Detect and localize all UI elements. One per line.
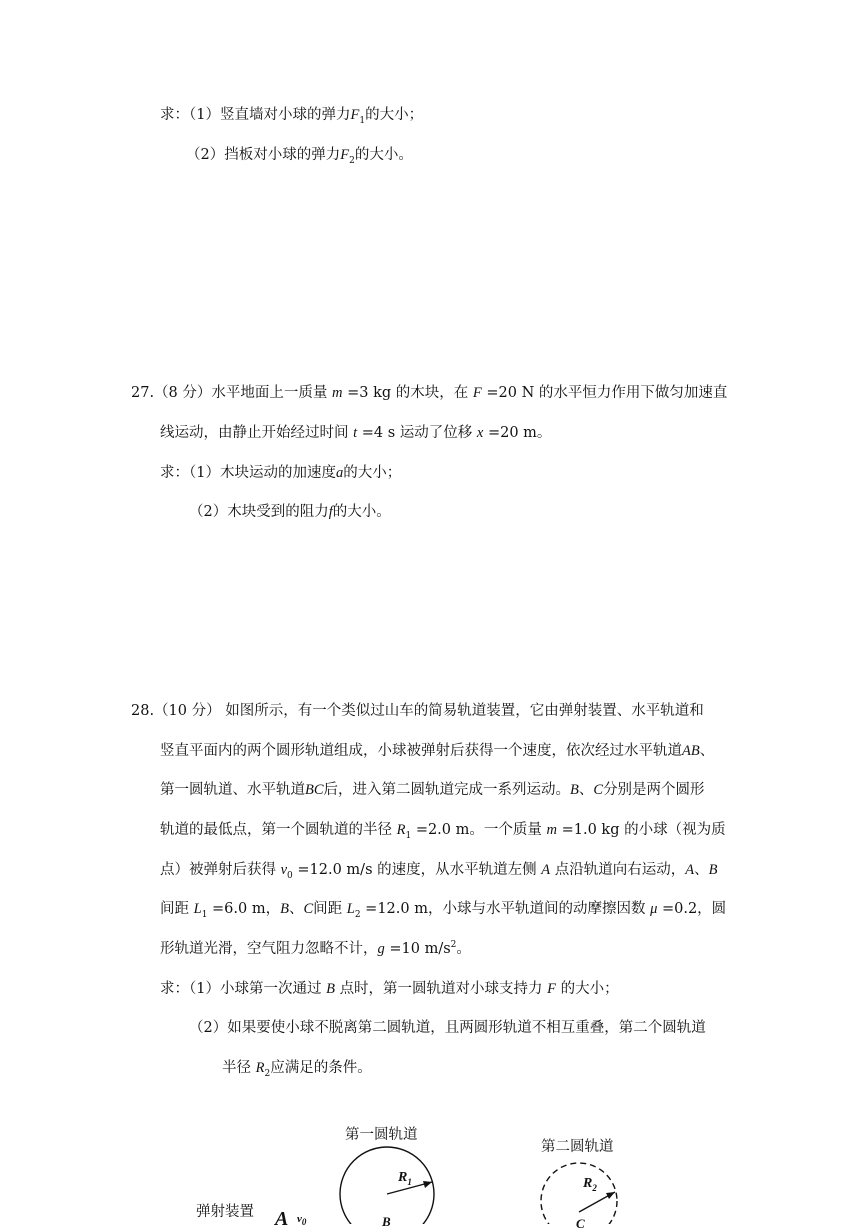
r2-arrowhead [606,1192,615,1199]
symbol-R1: R [396,822,406,838]
symbol-B: B [280,901,289,917]
text: 、 [578,782,594,798]
symbol-f1: F [350,107,360,123]
symbol-AB: AB [682,743,700,759]
subscript: 0 [287,870,293,881]
subscript: 1 [407,1176,412,1187]
text: =20 m。 [487,425,552,441]
launcher-label: 弹射装置 [196,1204,254,1220]
symbol-mu: μ [650,901,658,917]
second-loop-circle [541,1163,617,1224]
symbol-L1: L [193,901,202,917]
symbol-m: m [332,385,343,401]
text: 间距 [313,901,343,917]
symbol-C: C [593,782,604,798]
text: （2）挡板对小球的弹力 [186,147,341,163]
symbol-B: B [708,862,718,878]
text: （2）木块受到的阻力 [189,504,329,520]
r2-label [583,1176,597,1192]
subscript: 1 [201,909,208,920]
text: 求：（1）小球第一次通过 [160,981,322,997]
text: =4 s 运动了位移 [361,425,473,441]
text: （2）如果要使小球不脱离第二圆轨道，且两圆形轨道不相互重叠，第二个圆轨道 [189,1020,706,1036]
symbol-BC: BC [305,782,324,798]
point-c-label: C [576,1216,585,1231]
text: =12.0 m/s 的速度，从水平轨道左侧 [297,862,537,878]
symbol-x: x [476,425,484,441]
text: 、 [288,901,304,917]
superscript: 2 [450,940,457,951]
text: 分别是两个圆形 [603,782,705,798]
text: =10 m/s [389,941,451,957]
text: 。 [456,941,471,957]
text: 线运动，由静止开始经过时间 [160,425,349,441]
symbol-R2: R [255,1060,265,1076]
text: 28.（10 分） 如图所示，有一个类似过山车的简易轨道装置，它由弹射装置、水平轨道和 [131,703,704,719]
symbol: R [398,1170,408,1185]
text: 的大小； [343,465,402,481]
text: 半径 [222,1060,251,1076]
symbol-F: F [547,981,557,997]
subscript: 1 [405,830,412,841]
symbol-A: A [541,862,551,878]
symbol-L2: L [346,901,355,917]
symbol-B: B [326,981,335,997]
text: 求：（1）竖直墙对小球的弹力 [160,107,351,123]
text: 竖直平面内的两个圆形轨道组成，小球被弹射后获得一个速度，依次经过水平轨道 [160,743,682,759]
subscript: 1 [359,115,366,126]
symbol-t: t [353,425,358,441]
text: 求：（1）木块运动的加速度 [160,465,336,481]
second-loop-label: 第二圆轨道 [541,1139,614,1155]
text: 形轨道光滑，空气阻力忽略不计， [160,941,378,957]
text: 的大小。 [354,147,413,163]
v0-label [297,1213,307,1228]
text: 、 [699,743,715,759]
text: 后，进入第二圆轨道完成一系列运动。 [323,782,571,798]
text: 27.（8 分）水平地面上一质量 [131,385,328,401]
text: 轨道的最低点，第一个圆轨道的半径 [160,822,392,838]
point-b-label: B [382,1214,391,1229]
text: =2.0 m。一个质量 [415,822,542,838]
symbol-v0: v [280,862,288,878]
symbol-C: C [303,901,314,917]
subscript: 2 [349,155,355,166]
subscript: 2 [592,1182,597,1193]
text: =12.0 m，小球与水平轨道间的动摩擦因数 [365,901,646,917]
text: 点沿轨道向右运动， [554,862,686,878]
text: =3 kg 的木块，在 [347,385,469,401]
symbol: R [583,1176,593,1191]
text: =6.0 m， [212,901,281,917]
symbol-g: g [377,941,385,957]
symbol: v [297,1213,302,1225]
text: =0.2，圆 [661,901,727,917]
symbol-A: A [685,862,695,878]
subscript: 2 [354,909,361,920]
symbol-f2: F [340,147,350,163]
text: 点时，第一圆轨道对小球支持力 [339,981,543,997]
point-a-label: A [275,1208,289,1230]
symbol-F: F [472,385,482,401]
text: =20 N 的水平恒力作用下做匀加速直 [486,385,728,401]
first-loop-label: 第一圆轨道 [345,1127,418,1143]
text: 的大小； [365,107,424,123]
text: 、 [694,862,709,878]
subscript: 0 [301,1217,307,1228]
text: 的大小。 [332,504,391,520]
text: 间距 [160,901,189,917]
symbol-a: a [335,465,344,481]
r1-arrowhead [423,1181,432,1188]
symbol-f: f [328,504,333,520]
text: 应满足的条件。 [270,1060,372,1076]
text: 的大小； [560,981,619,997]
text: 第一圆轨道、水平轨道 [160,782,305,798]
text: =1.0 kg 的小球（视为质 [561,822,726,838]
text: 点）被弹射后获得 [160,862,276,878]
symbol-B: B [570,782,579,798]
r1-label [398,1170,412,1186]
subscript: 2 [264,1068,271,1079]
symbol-m: m [546,822,557,838]
